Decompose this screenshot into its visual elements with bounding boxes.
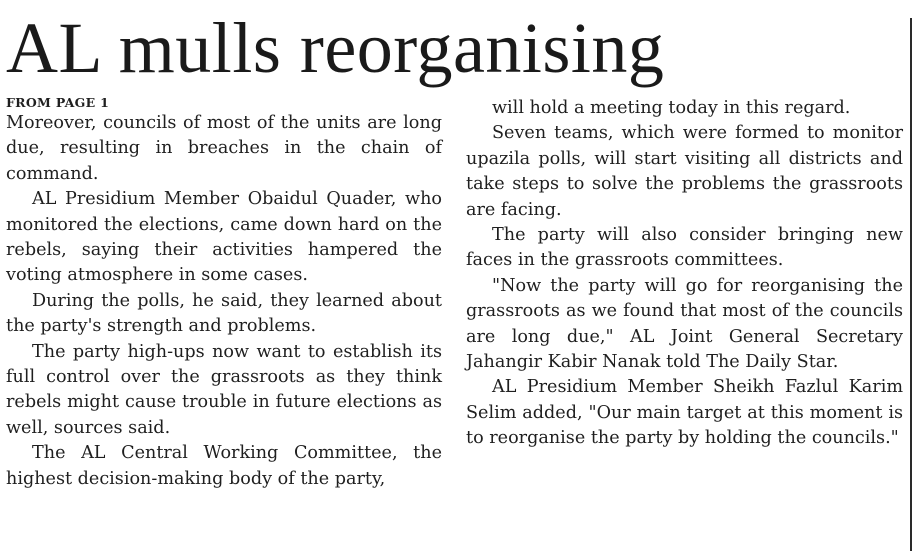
paragraph: The party high-ups now want to establish its full control over the grassroots as they think rebels might cause trouble in future elections as well, sources said. xyxy=(6,341,442,438)
paragraph: The AL Central Working Committee, the highest decision-making body of the party, xyxy=(6,443,442,489)
paragraph: will hold a meeting today in this regard. xyxy=(492,98,851,118)
column-rule xyxy=(910,18,912,551)
paragraph: "Now the party will go for reorganising the grassroots as we found that most of the councils are long due," AL Joint General Secretary Jahangir Kabir Nanak told The Daily Star. xyxy=(466,275,903,373)
paragraph: AL Presidium Member Sheikh Fazlul Karim Selim added, "Our main target at this moment is to reorganise the party by holding the councils." xyxy=(466,377,903,449)
article-column-left xyxy=(6,94,442,492)
paragraph: Moreover, councils of most of the units are long due, resulting in breaches in the chain of command. xyxy=(6,113,442,184)
jump-kicker: FROM PAGE 1 xyxy=(6,95,110,110)
article-column-right xyxy=(466,96,903,452)
paragraph: The party will also consider bringing new faces in the grassroots committees. xyxy=(466,225,903,271)
paragraph: AL Presidium Member Obaidul Quader, who monitored the elections, came down hard on the rebels, saying their activities hampered the voting atmosphere in some cases. xyxy=(6,189,442,286)
paragraph: Seven teams, which were formed to monitor upazila polls, will start visiting all districts and take steps to solve the problems the grassroots are facing. xyxy=(466,123,903,220)
headline: AL mulls reorganising xyxy=(6,8,665,88)
paragraph: During the polls, he said, they learned about the party's strength and problems. xyxy=(6,290,442,337)
